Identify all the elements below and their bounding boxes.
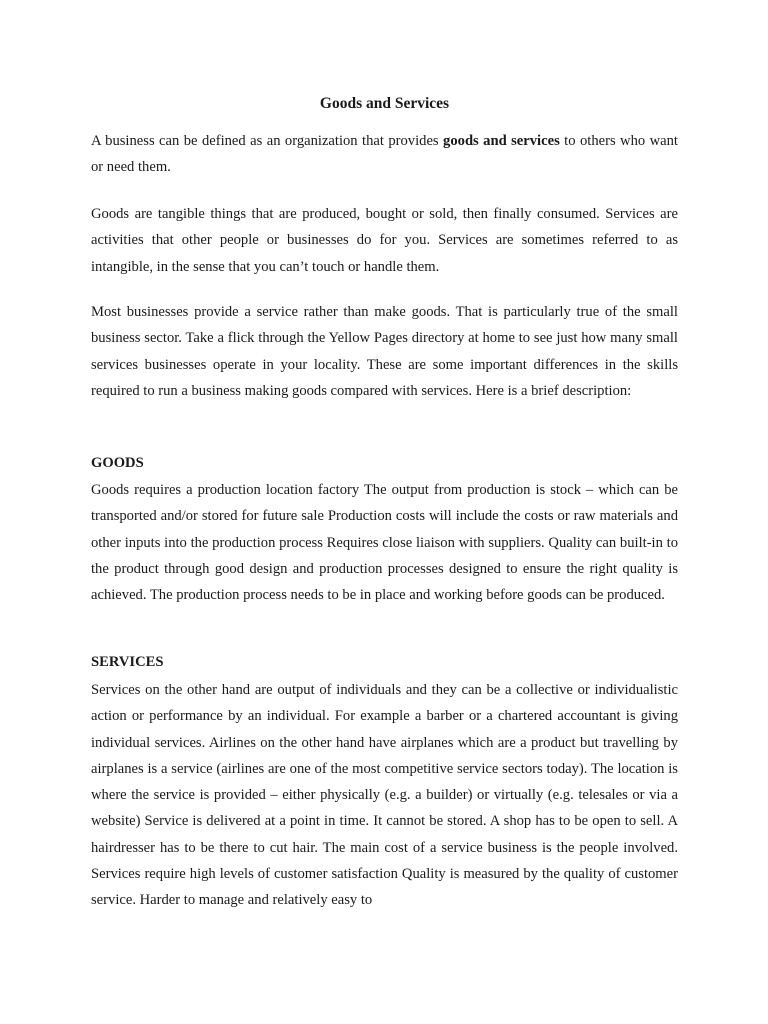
services-heading: SERVICES	[91, 654, 164, 670]
intro-paragraph	[91, 128, 678, 181]
goods-paragraph: Goods requires a production location factory The output from production is stock – which can be transported and/or stored for future sale Production costs will include the costs or raw materials and other inputs into the production process Requires close liaison with suppliers. Quality can built-in to the product through good design and production processes designed to ensure the right quality is achieved. The production process needs to be in place and working before goods can be produced.	[91, 482, 678, 604]
intro-bold-phrase: goods and services	[443, 133, 560, 149]
services-paragraph: Services on the other hand are output of individuals and they can be a collective or individualistic action or performance by an individual. For example a barber or a chartered accountant is giving individual services. Airlines on the other hand have airplanes which are a product but travelling by airplanes is a service (airlines are one of the most competitive service sectors today). The location is where the service is provided – either physically (e.g. a builder) or virtually (e.g. telesales or via a website) Service is delivered at a point in time. It cannot be stored. A shop has to be open to sell. A hairdresser has to be there to cut hair. The main cost of a service business is the people involved. Services require high levels of customer satisfaction Quality is measured by the quality of customer service. Harder to manage and relatively easy to	[91, 682, 678, 909]
intro-text-end: to others who want or need them.	[91, 133, 678, 176]
page-title: Goods and Services	[319, 95, 450, 112]
intro-text-start: A business can be defined as an organization that provides	[91, 133, 444, 149]
goods-definition-paragraph: Goods are tangible things that are produced, bought or sold, then finally consumed. Services are activities that other people or businesses do for you. Services are sometimes referred to as intangible, in the sense that you can’t touch or handle them.	[91, 206, 678, 275]
goods-heading: GOODS	[91, 455, 144, 471]
most-businesses-paragraph: Most businesses provide a service rather than make goods. That is particularly true of the small business sector. Take a flick through the Yellow Pages directory at home to see just how many small services businesses operate in your locality. These are some important differences in the skills required to run a business making goods compared with services. Here is a brief description:	[91, 304, 678, 399]
